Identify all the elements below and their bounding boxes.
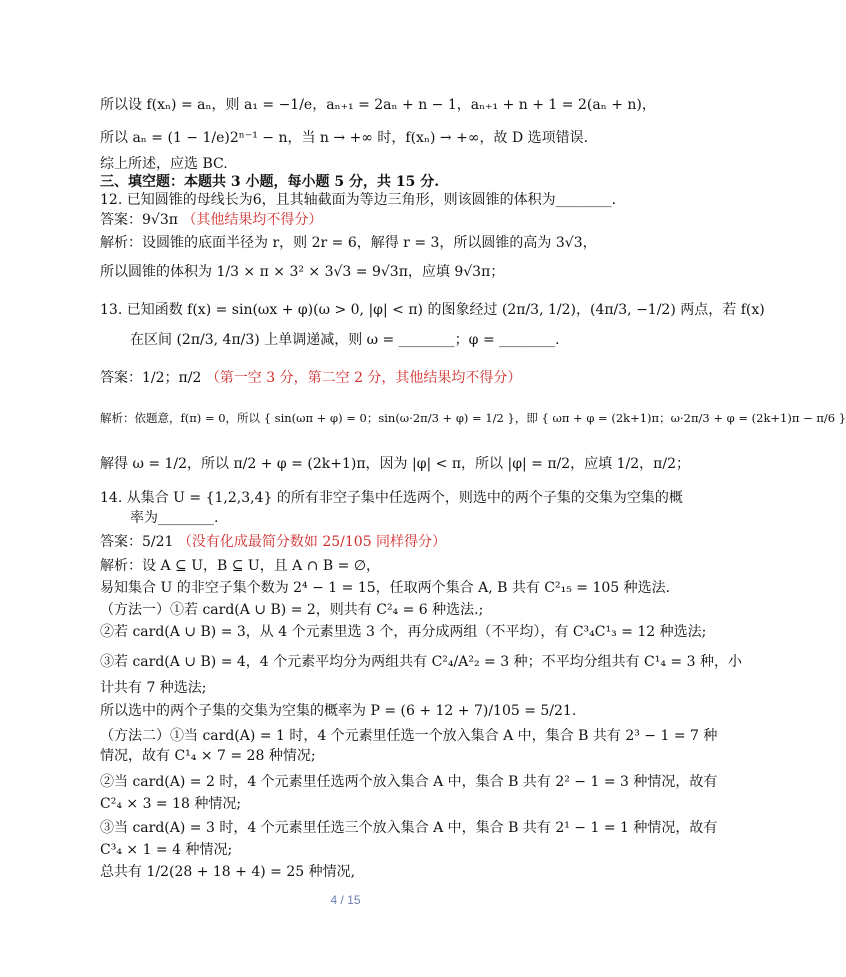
text-line: （方法二）①当 card(A) = 1 时，4 个元素里任选一个放入集合 A 中，集合 B 共有 2³ − 1 = 7 种 (100, 728, 718, 744)
text-line: 在区间 (2π/3, 4π/3) 上单调递减，则 ω = ________；φ = ________. (130, 332, 560, 348)
section-heading: 三、填空题：本题共 3 小题，每小题 5 分，共 15 分. (100, 174, 440, 190)
question-14: 14. 从集合 U = {1,2,3,4} 的所有非空子集中任选两个，则选中的两个子集的交集为空集的概 (100, 490, 683, 506)
answer-text: 答案：5/21 (100, 534, 174, 550)
text-line: ③当 card(A) = 3 时，4 个元素里任选三个放入集合 A 中，集合 B 共有 2¹ − 1 = 1 种情况，故有 (100, 820, 718, 836)
text-line: 所以圆锥的体积为 1/3 × π × 3² × 3√3 = 9√3π，应填 9√3π； (100, 264, 505, 280)
answer-text: 答案：1/2；π/2 (100, 370, 202, 386)
text-line: 解析：设 A ⊆ U，B ⊆ U，且 A ∩ B = ∅， (100, 558, 381, 574)
text-line: 解析：依题意，f(π) = 0，所以 { sin(ωπ + φ) = 0；sin(ω·2π/3 + φ) = 1/2 }，即 { ωπ + φ = (2k+1)π；ω·2π/3 + φ = (2k+1)π − π/6 } (100, 411, 846, 425)
answer-text: 答案：9√3π (100, 212, 178, 228)
text-line: 情况，故有 C¹₄ × 7 = 28 种情况; (100, 748, 316, 764)
text-line: 解得 ω = 1/2，所以 π/2 + φ = (2k+1)π，因为 |φ| < π，所以 |φ| = π/2，应填 1/2，π/2； (100, 456, 690, 472)
text-line: 总共有 1/2(28 + 18 + 4) = 25 种情况, (100, 864, 356, 880)
text-line: 所以选中的两个子集的交集为空集的概率为 P = (6 + 12 + 7)/105 = 5/21. (100, 703, 577, 719)
page-number: 4 / 15 (330, 893, 361, 907)
scoring-note: （其他结果均不得分） (182, 212, 323, 228)
question-13: 13. 已知函数 f(x) = sin(ωx + φ)(ω > 0, |φ| < π) 的图象经过 (2π/3, 1/2)，(4π/3, −1/2) 两点，若 f(x) (100, 302, 765, 318)
text-line: ②若 card(A ∪ B) = 3，从 4 个元素里选 3 个，再分成两组（不平均），有 C³₄C¹₃ = 12 种选法; (100, 624, 707, 640)
answer-line (100, 368, 636, 388)
scoring-note: （没有化成最简分数如 25/105 同样得分） (177, 534, 447, 550)
question-12: 12. 已知圆锥的母线长为6，且其轴截面为等边三角形，则该圆锥的体积为________. (100, 192, 617, 208)
answer-line (100, 210, 636, 230)
text-line: 易知集合 U 的非空子集个数为 2⁴ − 1 = 15，任取两个集合 A, B 共有 C²₁₅ = 105 种选法. (100, 580, 671, 596)
text-line: ③若 card(A ∪ B) = 4，4 个元素平均分为两组共有 C²₄/A²₂ = 3 种；不平均分组共有 C¹₄ = 3 种，小 (100, 654, 742, 670)
text-line: C²₄ × 3 = 18 种情况; (100, 796, 242, 812)
text-line: ②当 card(A) = 2 时，4 个元素里任选两个放入集合 A 中，集合 B 共有 2² − 1 = 3 种情况，故有 (100, 774, 718, 790)
text-line: 计共有 7 种选法; (100, 680, 207, 696)
text-line: （方法一）①若 card(A ∪ B) = 2，则共有 C²₄ = 6 种选法.; (100, 602, 484, 618)
text-line: 率为________. (130, 510, 219, 526)
scoring-note: （第一空 3 分，第二空 2 分，其他结果均不得分） (205, 370, 522, 386)
text-line: 综上所述，应选 BC. (100, 156, 228, 172)
text-line: 所以设 f(xₙ) = aₙ，则 a₁ = −1/e，aₙ₊₁ = 2aₙ + n − 1，aₙ₊₁ + n + 1 = 2(aₙ + n)， (100, 97, 656, 113)
text-line: 解析：设圆锥的底面半径为 r，则 2r = 6，解得 r = 3，所以圆锥的高为 3√3， (100, 235, 597, 251)
answer-line (100, 532, 636, 552)
text-line: C³₄ × 1 = 4 种情况; (100, 842, 233, 858)
text-line: 所以 aₙ = (1 − 1/e)2ⁿ⁻¹ − n，当 n → +∞ 时，f(xₙ) → +∞，故 D 选项错误. (100, 130, 589, 146)
